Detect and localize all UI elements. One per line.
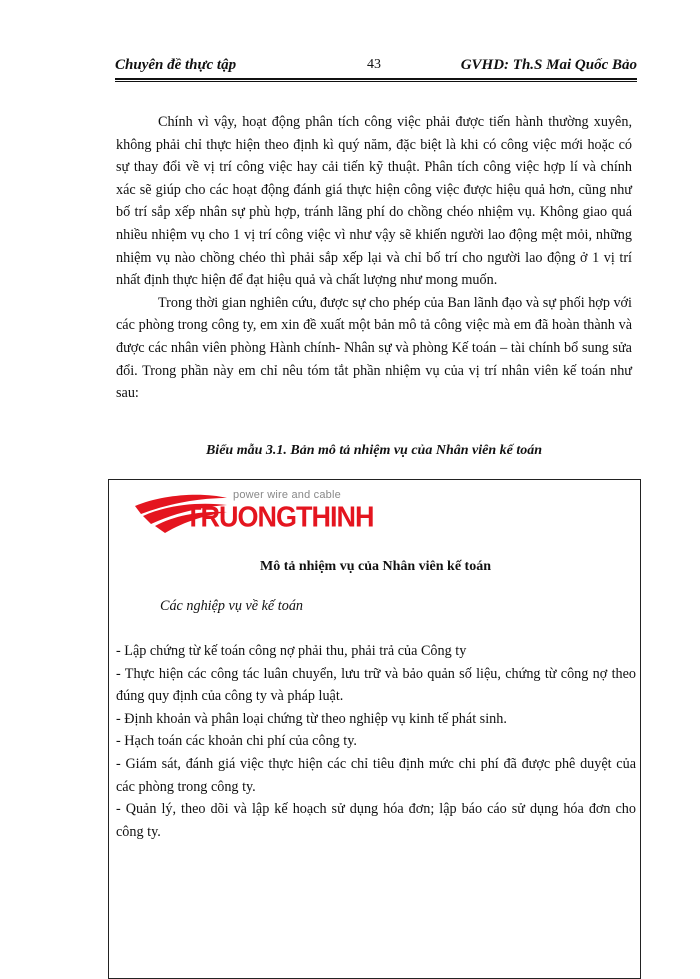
task-list bbox=[116, 640, 636, 843]
header-rule-thin bbox=[115, 81, 637, 82]
list-item: - Lập chứng từ kế toán công nợ phải thu, phải trả của Công ty bbox=[116, 643, 467, 659]
logo-tagline: power wire and cable bbox=[233, 489, 341, 501]
header-advisor: GVHD: Th.S Mai Quốc Bảo bbox=[460, 57, 637, 73]
list-item: - Định khoản và phân loại chứng từ theo nghiệp vụ kinh tế phát sinh. bbox=[116, 710, 507, 727]
body-text bbox=[116, 111, 632, 405]
paragraph: Trong thời gian nghiên cứu, được sự cho phép của Ban lãnh đạo và sự phối hợp với các phòng trong công ty, em xin đề xuất một bản mô tả công việc mà em đã hoàn thành và được các nhân viên phòng Hành chính- Nhân sự và phòng Kế toán – tài chính bổ sung sửa đổi. Trong phần này em chỉ nêu tóm tắt phần nhiệm vụ của vị trí nhân viên kế toán như sau: bbox=[116, 294, 632, 402]
list-item: - Thực hiện các công tác luân chuyển, lưu trữ và bảo quản số liệu, chứng từ công nợ theo đúng quy định của công ty và pháp luật. bbox=[116, 665, 636, 705]
paragraph: Chính vì vậy, hoạt động phân tích công việc phải được tiến hành thường xuyên, không phải chỉ thực hiện theo định kì quý năm, đặc biệt là khi có công việc mới hoặc có sự thay đổi về vị trí công việc hay cải tiến kỹ thuật. Phân tích công việc hợp lí và chính xác sẽ giúp cho các hoạt động đánh giá thực hiện công việc được hiệu quả hơn, cũng như bố trí sắp xếp nhân sự phù hợp, tránh lãng phí do chồng chéo nhiệm vụ. Không giao quá nhiều nhiệm vụ cho 1 vị trí công việc vì như vậy sẽ khiến người lao động mệt mỏi, những nhiệm vụ nào chồng chéo thì phải sắp xếp lại và chỉ bố trí cho người lao động ở 1 vị trí nhất định thực hiện để đạt hiệu quả và chất lượng như mong muốn. bbox=[116, 114, 632, 289]
company-logo bbox=[133, 488, 373, 536]
form-title: Mô tả nhiệm vụ của Nhân viên kế toán bbox=[259, 559, 492, 574]
form-caption: Biểu mẫu 3.1. Bản mô tả nhiệm vụ của Nhân viên kế toán bbox=[205, 443, 543, 458]
list-item: - Hạch toán các khoản chi phí của công ty. bbox=[116, 733, 357, 750]
logo-brand: TRUONGTHINH bbox=[185, 501, 374, 533]
header-rule bbox=[115, 78, 637, 80]
page-number: 43 bbox=[367, 57, 381, 72]
list-item: - Quản lý, theo dõi và lập kế hoạch sử dụng hóa đơn; lập báo cáo sử dụng hóa đơn cho công ty. bbox=[116, 801, 636, 840]
list-item: - Giám sát, đánh giá việc thực hiện các chỉ tiêu định mức chi phí đã được phê duyệt của các phòng trong công ty. bbox=[116, 755, 636, 795]
job-description-form bbox=[108, 479, 641, 979]
form-subtitle: Các nghiệp vụ về kế toán bbox=[160, 598, 304, 614]
header-title: Chuyên đề thực tập bbox=[115, 57, 237, 73]
page-header bbox=[115, 55, 637, 77]
